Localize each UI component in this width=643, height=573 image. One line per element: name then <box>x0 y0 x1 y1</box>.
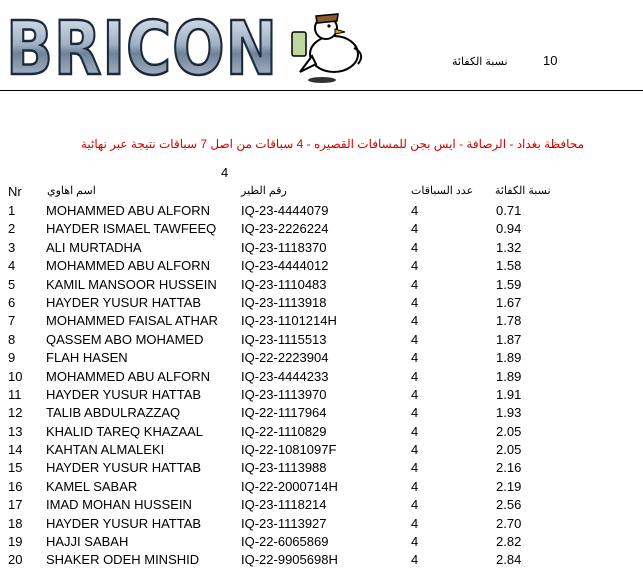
row-ring-number: IQ-22-9905698H <box>241 552 338 568</box>
row-fancier-name: SHAKER ODEH MINSHID <box>46 552 200 568</box>
race-count: 4 <box>221 165 229 180</box>
header-race-count: عدد السباقات <box>411 185 474 197</box>
table-row <box>0 258 643 276</box>
header-ring-number: رقم الطير <box>241 185 287 197</box>
row-nr: 18 <box>8 515 23 531</box>
table-row <box>0 203 643 221</box>
row-nr: 17 <box>8 497 23 513</box>
row-ring-number: IQ-23-4444233 <box>241 368 329 384</box>
table-row <box>0 277 643 295</box>
row-nr: 20 <box>8 552 23 568</box>
row-coefficient: 2.16 <box>496 460 522 476</box>
row-coefficient: 2.84 <box>496 552 522 568</box>
row-ring-number: IQ-23-2226224 <box>241 221 329 237</box>
table-row <box>0 313 643 331</box>
row-fancier-name: MOHAMMED ABU ALFORN <box>46 368 210 384</box>
row-coefficient: 2.05 <box>496 423 522 439</box>
row-coefficient: 1.32 <box>496 239 522 255</box>
table-row <box>0 479 643 497</box>
row-coefficient: 0.94 <box>496 221 522 237</box>
row-race-count: 4 <box>411 239 419 255</box>
row-coefficient: 1.87 <box>496 331 522 347</box>
row-ring-number: IQ-23-4444012 <box>241 258 329 274</box>
row-fancier-name: HAYDER YUSUR HATTAB <box>46 515 202 531</box>
row-ring-number: IQ-23-1110483 <box>241 276 327 292</box>
table-row <box>0 424 643 442</box>
row-nr: 13 <box>8 423 23 439</box>
row-ring-number: IQ-23-1101214H <box>241 313 337 329</box>
row-race-count: 4 <box>411 386 419 402</box>
row-coefficient: 1.89 <box>496 368 522 384</box>
row-fancier-name: QASSEM ABO MOHAMED <box>46 331 204 347</box>
row-race-count: 4 <box>411 515 419 531</box>
row-nr: 16 <box>8 478 23 494</box>
report-header <box>0 0 643 92</box>
row-fancier-name: KAMIL MANSOOR HUSSEIN <box>46 276 217 292</box>
row-fancier-name: MOHAMMED ABU ALFORN <box>46 203 210 218</box>
row-ring-number: IQ-23-1113927 <box>241 515 327 531</box>
table-row <box>0 405 643 423</box>
row-coefficient: 1.58 <box>496 258 522 274</box>
race-title: محافظة بغداد - الرصافة - ايس بجن للمسافات القصيره - 4 سباقات من اصل 7 سباقات نتيجة عبر نهائية <box>80 137 584 151</box>
row-ring-number: IQ-23-1113970 <box>241 386 327 402</box>
row-race-count: 4 <box>411 276 419 292</box>
row-ring-number: IQ-23-4444079 <box>241 203 329 218</box>
table-row <box>0 332 643 350</box>
row-coefficient: 1.59 <box>496 276 522 292</box>
row-fancier-name: KAMEL SABAR <box>46 478 138 494</box>
row-coefficient: 2.70 <box>496 515 522 531</box>
row-fancier-name: KAHTAN ALMALEKI <box>46 442 165 458</box>
row-race-count: 4 <box>411 460 419 476</box>
row-nr: 8 <box>8 331 16 347</box>
row-ring-number: IQ-22-1081097F <box>241 442 337 458</box>
row-coefficient: 0.71 <box>496 203 522 218</box>
row-fancier-name: HAYDER YUSUR HATTAB <box>46 294 202 310</box>
row-ring-number: IQ-22-6065869 <box>241 534 329 550</box>
row-fancier-name: KHALID TAREQ KHAZAAL <box>46 423 204 439</box>
row-nr: 7 <box>8 313 16 329</box>
header-divider <box>0 90 643 91</box>
row-coefficient: 2.19 <box>496 478 522 494</box>
header-fancier-name: اسم اهاوي <box>47 185 96 197</box>
logo-text: BRICON <box>6 6 278 88</box>
row-race-count: 4 <box>411 552 419 568</box>
row-race-count: 4 <box>411 294 419 310</box>
row-nr: 1 <box>8 203 16 218</box>
row-ring-number: IQ-23-1118370 <box>241 239 327 255</box>
row-fancier-name: ALI MURTADHA <box>46 239 142 255</box>
row-ring-number: IQ-22-1110829 <box>241 423 327 439</box>
row-fancier-name: FLAH HASEN <box>46 350 128 366</box>
header-coefficient: نسبة الكفائة <box>495 185 551 197</box>
table-row <box>0 552 643 570</box>
row-race-count: 4 <box>411 221 419 237</box>
row-fancier-name: HAYDER ISMAEL TAWFEEQ <box>46 221 217 237</box>
table-row <box>0 534 643 552</box>
table-row <box>0 221 643 239</box>
row-coefficient: 1.91 <box>496 386 522 402</box>
row-race-count: 4 <box>411 497 419 513</box>
row-fancier-name: HAJJI SABAH <box>46 534 129 550</box>
row-nr: 6 <box>8 294 16 310</box>
row-nr: 5 <box>8 276 16 292</box>
row-race-count: 4 <box>411 442 419 458</box>
table-row <box>0 442 643 460</box>
table-row <box>0 387 643 405</box>
table-row <box>0 240 643 258</box>
row-race-count: 4 <box>411 534 419 550</box>
row-race-count: 4 <box>411 258 419 274</box>
row-fancier-name: IMAD MOHAN HUSSEIN <box>46 497 192 513</box>
row-nr: 14 <box>8 442 23 458</box>
row-fancier-name: TALIB ABDULRAZZAQ <box>46 405 181 421</box>
bricon-logo <box>4 4 364 88</box>
row-race-count: 4 <box>411 331 419 347</box>
row-ring-number: IQ-23-1113988 <box>241 460 327 476</box>
results-table <box>0 203 643 571</box>
row-nr: 4 <box>8 258 16 274</box>
row-race-count: 4 <box>411 478 419 494</box>
row-coefficient: 2.82 <box>496 534 522 550</box>
row-race-count: 4 <box>411 313 419 329</box>
row-nr: 11 <box>8 386 22 402</box>
table-header <box>0 184 643 201</box>
row-race-count: 4 <box>411 405 419 421</box>
row-coefficient: 1.78 <box>496 313 522 329</box>
table-row <box>0 350 643 368</box>
row-ring-number: IQ-23-1118214 <box>241 497 327 513</box>
row-nr: 9 <box>8 350 16 366</box>
row-race-count: 4 <box>411 350 419 366</box>
row-ring-number: IQ-23-1115513 <box>241 331 327 347</box>
row-nr: 3 <box>8 239 16 255</box>
row-coefficient: 1.93 <box>496 405 522 421</box>
row-nr: 19 <box>8 534 23 550</box>
row-coefficient: 1.89 <box>496 350 522 366</box>
row-ring-number: IQ-22-2000714H <box>241 478 338 494</box>
row-race-count: 4 <box>411 423 419 439</box>
row-nr: 15 <box>8 460 23 476</box>
row-fancier-name: HAYDER YUSUR HATTAB <box>46 386 202 402</box>
row-race-count: 4 <box>411 203 419 218</box>
row-nr: 12 <box>8 405 23 421</box>
pigeon-mascot-icon <box>292 14 361 83</box>
table-row <box>0 295 643 313</box>
table-row <box>0 460 643 478</box>
row-fancier-name: MOHAMMED ABU ALFORN <box>46 258 210 274</box>
table-row <box>0 497 643 515</box>
row-nr: 2 <box>8 221 16 237</box>
header-nr: Nr <box>8 184 22 199</box>
row-ring-number: IQ-22-2223904 <box>241 350 329 366</box>
row-coefficient: 1.67 <box>496 294 522 310</box>
row-fancier-name: MOHAMMED FAISAL ATHAR <box>46 313 218 329</box>
row-nr: 10 <box>8 368 23 384</box>
row-race-count: 4 <box>411 368 419 384</box>
row-coefficient: 2.05 <box>496 442 522 458</box>
row-fancier-name: HAYDER YUSUR HATTAB <box>46 460 202 476</box>
row-ring-number: IQ-22-1117964 <box>241 405 327 421</box>
row-coefficient: 2.56 <box>496 497 522 513</box>
coefficient-label: نسبة الكفائة <box>452 56 508 68</box>
coefficient-value: 10 <box>543 53 558 68</box>
table-row <box>0 369 643 387</box>
table-row <box>0 516 643 534</box>
row-ring-number: IQ-23-1113918 <box>241 294 327 310</box>
